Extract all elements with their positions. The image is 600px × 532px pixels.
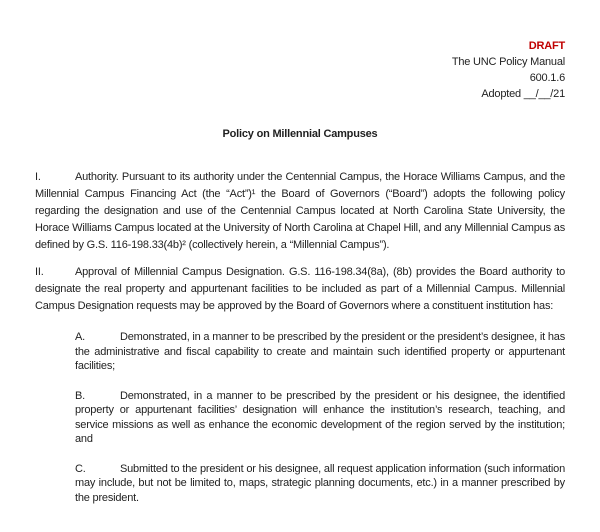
- subsection-a-text: Demonstrated, in a manner to be prescribed by the president or the president’s designee, it has the administrative and fiscal capability to create and maintain such identified property or appurtenant facilities;: [75, 331, 565, 372]
- section-i-text: Authority. Pursuant to its authority under the Centennial Campus, the Horace Williams Campus, and the Millennial Campus Financing Act (the “Act”)¹ the Board of Governors (“Board”) adopts the following policy regarding the designation and use of the Centennial Campus located at North Carolina State University, the Horace Williams Campus located at the University of North Carolina at Chapel Hill, and any Millennial Campus as defined by G.S. 116-198.33(4b)² (collectively herein, a “Millennial Campus”).: [35, 171, 565, 251]
- section-i-authority: [35, 169, 565, 254]
- subsection-b-letter: B.: [75, 389, 85, 402]
- subsection-a-letter: A.: [75, 331, 85, 343]
- draft-label: DRAFT: [528, 40, 565, 52]
- document-header: [35, 38, 565, 102]
- subsection-a: [75, 330, 565, 374]
- manual-name: The UNC Policy Manual: [451, 56, 565, 68]
- section-ii-text: Approval of Millennial Campus Designation. G.S. 116-198.34(8a), (8b) provides the Board authority to designate the real property and appurtenant facilities to be included as part of a Millennial Campus. Millennial Campus Designation requests may be approved by the Board of Governors where a constituent institution has:: [35, 266, 565, 312]
- subsection-c-letter: C.: [75, 462, 86, 475]
- policy-number: 600.1.6: [529, 72, 565, 84]
- document-title: Policy on Millennial Campuses: [222, 128, 378, 140]
- adopted-date-line: Adopted __/__/21: [481, 88, 565, 100]
- section-ii-number: II.: [35, 266, 44, 278]
- section-ii-approval: [35, 264, 565, 315]
- section-i-number: I.: [35, 171, 41, 183]
- subsection-b: [75, 389, 565, 447]
- subsection-c-text: Submitted to the president or his designee, all request application information (such information may include, but not be limited to, maps, strategic planning documents, etc.) in a manner prescribed by the president.: [75, 462, 565, 504]
- subsection-b-text: Demonstrated, in a manner to be prescribed by the president or his designee, the identified property or appurtenant facilities’ designation will enhance the institution’s research, teaching, and service missions as well as enhance the economic development of the region served by the institution; and: [75, 389, 565, 445]
- subsection-c: [75, 462, 565, 506]
